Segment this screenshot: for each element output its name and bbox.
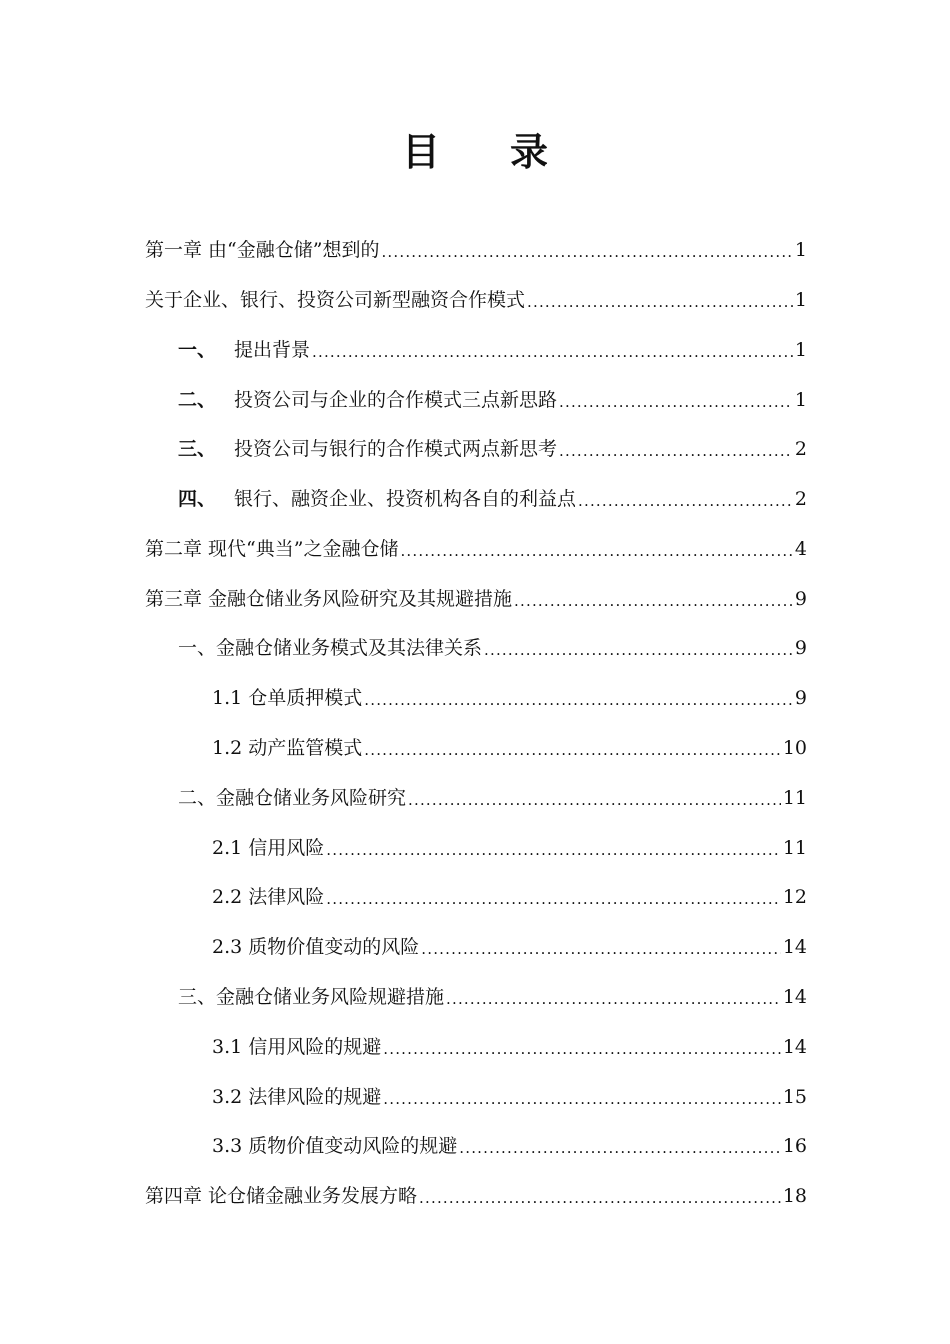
toc-entry-2-3[interactable] — [212, 932, 807, 962]
dot-leader — [326, 886, 781, 912]
toc-entry-label: 2.1 信用风险 — [212, 837, 325, 859]
toc-entry-chapter-3[interactable] — [145, 584, 807, 614]
toc-entry-section-4[interactable] — [178, 484, 807, 514]
dot-leader — [527, 289, 793, 315]
toc-entry-label: 第一章 由“金融仓储”想到的 — [145, 239, 380, 261]
toc-entry-number: 四、 — [178, 488, 217, 510]
toc-entry-label: 3.3 质物价值变动风险的规避 — [212, 1135, 458, 1157]
toc-entry-label: 关于企业、银行、投资公司新型融资合作模式 — [145, 289, 526, 311]
toc-page-number: 9 — [794, 637, 807, 659]
toc-page-number: 11 — [782, 837, 807, 859]
toc-page-number: 1 — [794, 239, 807, 261]
dot-leader — [446, 986, 781, 1012]
dot-leader — [459, 1135, 781, 1161]
toc-entry-label: 1.1 仓单质押模式 — [212, 687, 363, 709]
toc-entry-3-3[interactable] — [178, 982, 807, 1012]
toc-entry-section-3[interactable] — [178, 434, 807, 464]
toc-entry-label: 三、金融仓储业务风险规避措施 — [178, 986, 445, 1008]
dot-leader — [514, 588, 793, 614]
toc-entry-label: 2.2 法律风险 — [212, 886, 325, 908]
toc-entry-label — [178, 385, 557, 415]
toc-entry-text: 投资公司与银行的合作模式两点新思考 — [234, 438, 558, 460]
toc-entry-1-1[interactable] — [212, 683, 807, 713]
dot-leader — [419, 1185, 781, 1211]
dot-leader — [364, 737, 781, 763]
toc-entry-section-2[interactable] — [178, 385, 807, 415]
toc-entry-chapter-4[interactable] — [145, 1181, 807, 1211]
dot-leader — [559, 438, 793, 464]
toc-page-number: 10 — [782, 737, 807, 759]
toc-entry-3-2-sub[interactable] — [212, 1082, 807, 1112]
toc-page-number: 15 — [782, 1086, 807, 1108]
toc-entry-label: 一、金融仓储业务模式及其法律关系 — [178, 637, 483, 659]
toc-entry-number: 二、 — [178, 389, 217, 411]
toc-entry-chapter-1[interactable] — [145, 235, 807, 265]
toc-entry-section-1[interactable] — [178, 335, 807, 365]
toc-entry-label: 3.1 信用风险的规避 — [212, 1036, 382, 1058]
toc-entry-label: 2.3 质物价值变动的风险 — [212, 936, 420, 958]
toc-page-number: 14 — [782, 936, 807, 958]
page-title — [0, 126, 950, 178]
toc-entry-label: 3.2 法律风险的规避 — [212, 1086, 382, 1108]
toc-page-number: 12 — [782, 886, 807, 908]
toc-entry-label: 二、金融仓储业务风险研究 — [178, 787, 407, 809]
toc-page-number: 2 — [794, 438, 807, 460]
toc-entry-label: 第四章 论仓储金融业务发展方略 — [145, 1185, 418, 1207]
toc-entry-text: 投资公司与企业的合作模式三点新思路 — [234, 389, 558, 411]
toc-page-number: 9 — [794, 687, 807, 709]
toc-entry-label: 第二章 现代“典当”之金融仓储 — [145, 538, 399, 560]
toc-page-number: 1 — [794, 339, 807, 361]
toc-page-number: 1 — [794, 289, 807, 311]
toc-entry-cooperation-model[interactable] — [145, 285, 807, 315]
dot-leader — [383, 1086, 781, 1112]
toc-entry-number: 一、 — [178, 339, 217, 361]
dot-leader — [400, 538, 792, 564]
dot-leader — [364, 687, 793, 713]
toc-page-number: 2 — [794, 488, 807, 510]
dot-leader — [326, 837, 781, 863]
toc-page-number: 1 — [794, 389, 807, 411]
toc-page-number: 4 — [794, 538, 807, 560]
dot-leader — [408, 787, 781, 813]
toc-entry-number: 三、 — [178, 438, 217, 460]
title-char-2: 录 — [510, 130, 549, 174]
toc-entry-label — [178, 335, 310, 365]
toc-entry-3-3-sub[interactable] — [212, 1131, 807, 1161]
toc-page-number: 14 — [782, 1036, 807, 1058]
toc-entry-2-1[interactable] — [212, 833, 807, 863]
toc-entry-label — [178, 484, 576, 514]
toc-entry-3-1[interactable] — [178, 633, 807, 663]
toc-page-number: 9 — [794, 588, 807, 610]
toc-entry-2-2[interactable] — [212, 882, 807, 912]
toc-entry-chapter-2[interactable] — [145, 534, 807, 564]
toc-entry-3-1-sub[interactable] — [212, 1032, 807, 1062]
toc-entry-3-2[interactable] — [178, 783, 807, 813]
title-char-1: 目 — [401, 130, 440, 174]
toc-entry-text: 银行、融资企业、投资机构各自的利益点 — [234, 488, 577, 510]
toc-page-number: 11 — [782, 787, 807, 809]
dot-leader — [578, 488, 793, 514]
toc-page-number: 18 — [782, 1185, 807, 1207]
dot-leader — [381, 239, 792, 265]
toc-entry-label: 1.2 动产监管模式 — [212, 737, 363, 759]
toc-entry-label: 第三章 金融仓储业务风险研究及其规避措施 — [145, 588, 513, 610]
dot-leader — [559, 389, 793, 415]
dot-leader — [421, 936, 781, 962]
toc-entry-label — [178, 434, 557, 464]
dot-leader — [383, 1036, 781, 1062]
dot-leader — [312, 339, 793, 365]
toc-page-number: 16 — [782, 1135, 807, 1157]
toc-entry-text: 提出背景 — [234, 339, 311, 361]
toc-entry-1-2[interactable] — [212, 733, 807, 763]
toc-page-number: 14 — [782, 986, 807, 1008]
dot-leader — [484, 637, 793, 663]
